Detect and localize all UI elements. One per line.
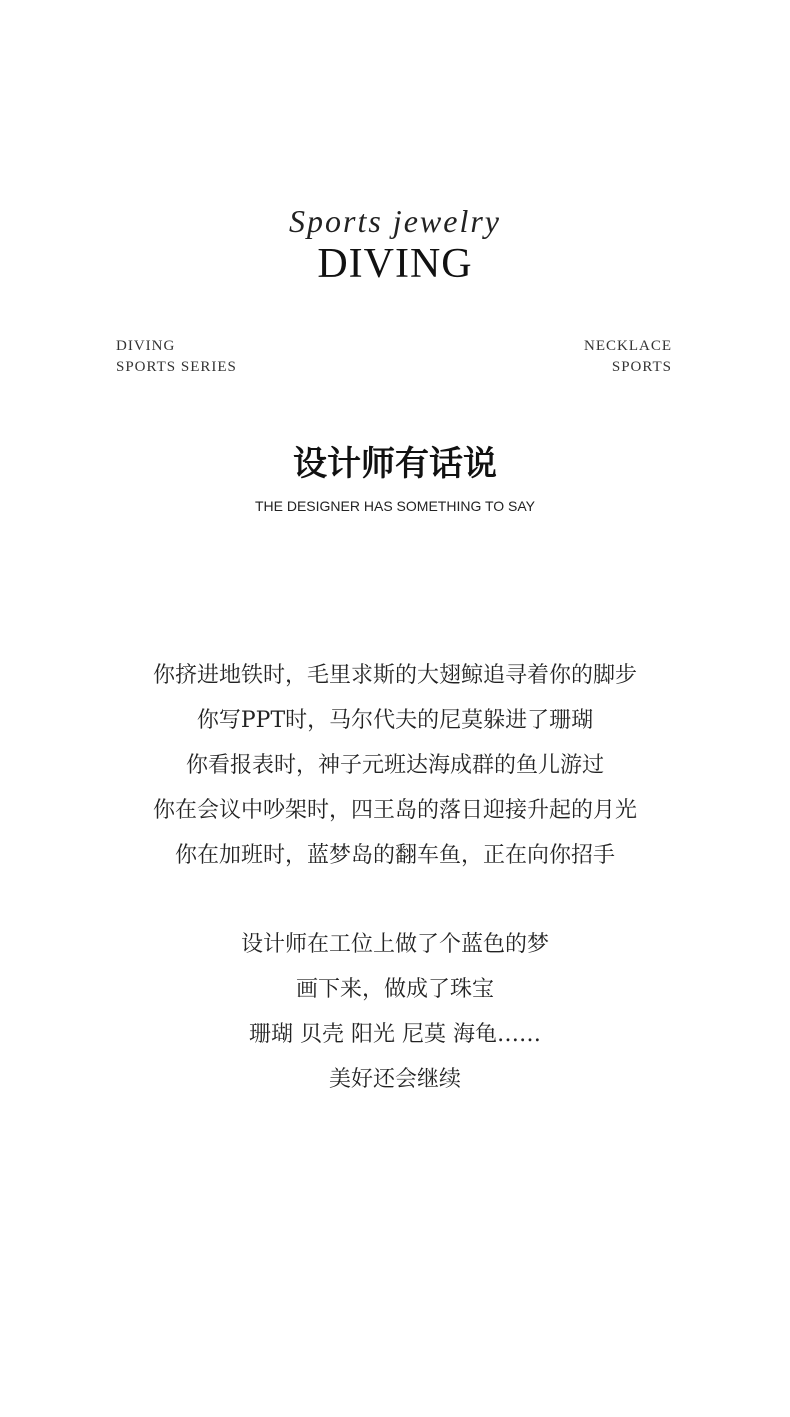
poem-stanza-2 [0,922,790,1102]
poem-line: 你挤进地铁时，毛里求斯的大翅鲸追寻着你的脚步 [152,663,637,688]
main-title: DIVING [317,241,473,287]
category-label-line: NECKLACE [584,338,672,354]
poem-line: 你写PPT时，马尔代夫的尼莫躲进了珊瑚 [196,708,594,733]
script-title: Sports jewelry [289,203,501,239]
category-label-line: SPORTS [611,359,672,375]
poem-line: 设计师在工位上做了个蓝色的梦 [240,932,549,957]
series-label-left [116,336,237,378]
poem-line: 你看报表时，神子元班达海成群的鱼儿游过 [185,753,604,778]
poem-line: 画下来，做成了珠宝 [295,977,494,1002]
poem-stanza-1 [0,653,790,878]
poem-line: 你在会议中吵架时，四王岛的落日迎接升起的月光 [152,798,637,823]
category-label-right [584,336,672,378]
series-label-line: SPORTS SERIES [116,359,237,375]
poem-line: 珊瑚 贝壳 阳光 尼莫 海龟…… [249,1022,541,1047]
section-subtitle: THE DESIGNER HAS SOMETHING TO SAY [254,498,536,514]
poem-line: 你在加班时，蓝梦岛的翻车鱼，正在向你招手 [174,843,615,868]
poem-line: 美好还会继续 [328,1067,461,1092]
section-title: 设计师有话说 [293,444,497,484]
series-label-line: DIVING [116,338,176,354]
